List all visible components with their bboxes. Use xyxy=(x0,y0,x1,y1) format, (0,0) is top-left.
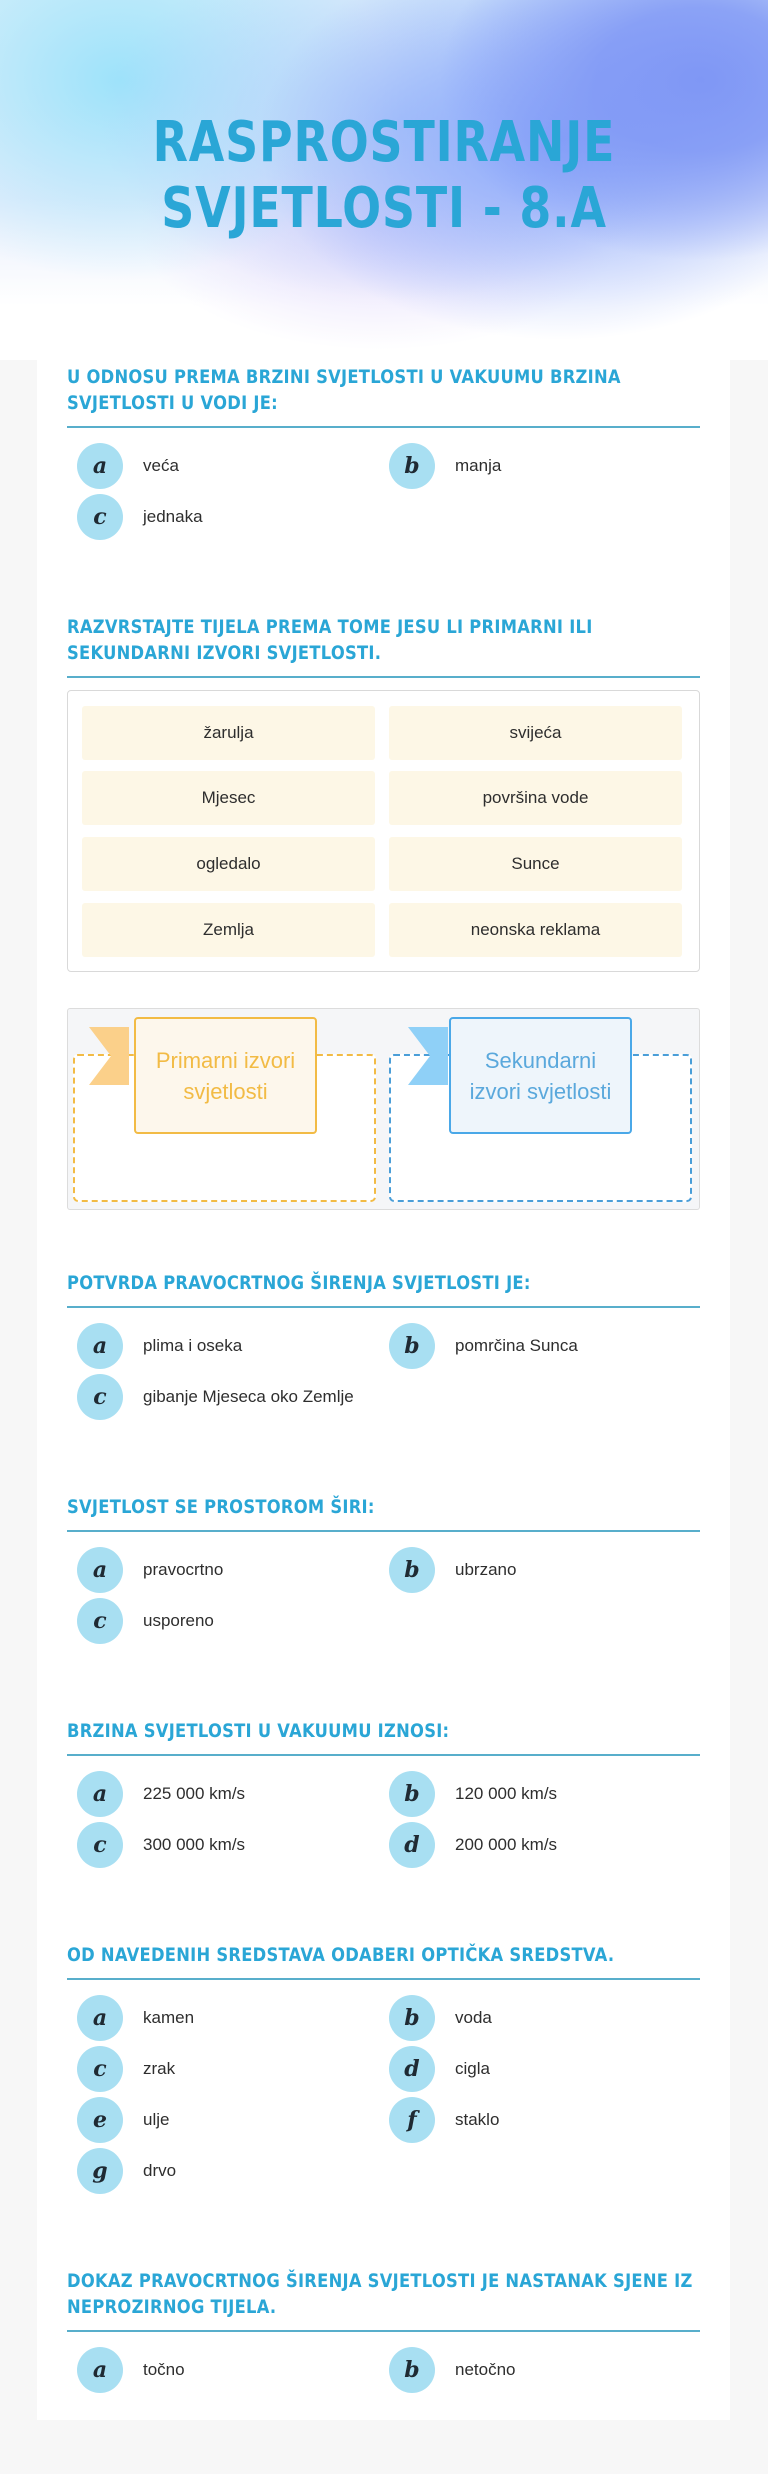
option-label: plima i oseka xyxy=(143,1336,243,1355)
question-title: RAZVRSTAJTE TIJELA PREMA TOME JESU LI PRIMARNI ILI SEKUNDARNI IZVORI SVJETLOSTI. xyxy=(67,616,593,664)
option-a[interactable] xyxy=(67,1770,367,1818)
option-letter-badge: g xyxy=(77,2148,123,2194)
sort-item[interactable]: neonska reklama xyxy=(389,903,682,957)
option-letter-badge: d xyxy=(389,1822,435,1868)
option-c[interactable] xyxy=(67,493,367,541)
option-c[interactable] xyxy=(67,1597,367,1645)
bucket-label-secondary: Sekundarni izvori svjetlosti xyxy=(449,1017,632,1134)
option-label: točno xyxy=(143,2360,185,2379)
option-letter-badge: b xyxy=(389,2347,435,2393)
option-a[interactable] xyxy=(67,2346,367,2394)
option-label: 225 000 km/s xyxy=(143,1784,246,1803)
option-b[interactable] xyxy=(379,442,679,490)
option-label: ulje xyxy=(143,2110,170,2129)
option-letter-badge: a xyxy=(77,1771,123,1817)
bucket-label-primary: Primarni izvori svjetlosti xyxy=(134,1017,317,1134)
option-c[interactable] xyxy=(67,1373,367,1421)
option-a[interactable] xyxy=(67,1546,367,1594)
question-title: SVJETLOST SE PROSTOROM ŠIRI: xyxy=(67,1496,375,1518)
divider xyxy=(67,1978,700,1980)
option-label: 120 000 km/s xyxy=(455,1784,558,1803)
question-7 xyxy=(67,2268,700,2406)
option-c[interactable] xyxy=(67,1821,367,1869)
sortable-items-box xyxy=(67,690,700,972)
question-title: U ODNOSU PREMA BRZINI SVJETLOSTI U VAKUUMU BRZINA SVJETLOSTI U VODI JE: xyxy=(67,366,621,414)
divider xyxy=(67,1754,700,1756)
option-label: usporeno xyxy=(143,1611,214,1630)
option-letter-badge: c xyxy=(77,494,123,540)
option-label: 200 000 km/s xyxy=(455,1835,558,1854)
quiz-card xyxy=(37,360,730,2420)
sort-item[interactable]: površina vode xyxy=(389,771,682,825)
option-label: cigla xyxy=(455,2059,490,2078)
option-b[interactable] xyxy=(379,1546,679,1594)
option-letter-badge: b xyxy=(389,443,435,489)
option-label: pravocrtno xyxy=(143,1560,224,1579)
question-4 xyxy=(67,1494,700,1646)
option-g[interactable] xyxy=(67,2147,367,2195)
option-letter-badge: b xyxy=(389,1771,435,1817)
question-1 xyxy=(67,364,700,542)
option-letter-badge: c xyxy=(77,1374,123,1420)
option-letter-badge: a xyxy=(77,2347,123,2393)
option-letter-badge: a xyxy=(77,1547,123,1593)
question-6 xyxy=(67,1942,700,2204)
option-label: ubrzano xyxy=(455,1560,517,1579)
option-label: zrak xyxy=(143,2059,176,2078)
option-b[interactable] xyxy=(379,1994,679,2042)
divider xyxy=(67,426,700,428)
header-banner xyxy=(0,0,768,360)
option-letter-badge: a xyxy=(77,1323,123,1369)
option-label: netočno xyxy=(455,2360,516,2379)
question-title: DOKAZ PRAVOCRTNOG ŠIRENJA SVJETLOSTI JE NASTANAK SJENE IZ NEPROZIRNOG TIJELA. xyxy=(67,2270,693,2318)
question-title: BRZINA SVJETLOSTI U VAKUUMU IZNOSI: xyxy=(67,1720,450,1742)
divider xyxy=(67,2330,700,2332)
sort-item[interactable]: Sunce xyxy=(389,837,682,891)
option-letter-badge: a xyxy=(77,1995,123,2041)
option-label: 300 000 km/s xyxy=(143,1835,246,1854)
option-label: voda xyxy=(455,2008,492,2027)
question-3 xyxy=(67,1270,700,1422)
option-letter-badge: d xyxy=(389,2046,435,2092)
question-title: POTVRDA PRAVOCRTNOG ŠIRENJA SVJETLOSTI JE: xyxy=(67,1272,531,1294)
option-label: pomrčina Sunca xyxy=(455,1336,578,1355)
option-c[interactable] xyxy=(67,2045,367,2093)
title-line-1: RASPROSTIRANJE xyxy=(152,110,616,175)
option-letter-badge: c xyxy=(77,1822,123,1868)
divider xyxy=(67,676,700,678)
option-label: drvo xyxy=(143,2161,177,2180)
divider xyxy=(67,1530,700,1532)
option-d[interactable] xyxy=(379,2045,679,2093)
option-letter-badge: c xyxy=(77,2046,123,2092)
option-letter-badge: a xyxy=(77,443,123,489)
question-5 xyxy=(67,1718,700,1870)
sort-item[interactable]: ogledalo xyxy=(82,837,375,891)
option-e[interactable] xyxy=(67,2096,367,2144)
option-d[interactable] xyxy=(379,1821,679,1869)
option-letter-badge: b xyxy=(389,1547,435,1593)
sort-item[interactable]: svijeća xyxy=(389,706,682,760)
sorting-drop-area xyxy=(67,1008,700,1210)
option-a[interactable] xyxy=(67,442,367,490)
sort-item[interactable]: Mjesec xyxy=(82,771,375,825)
page-title xyxy=(69,110,699,242)
option-label: veća xyxy=(143,456,179,475)
option-label: staklo xyxy=(455,2110,500,2129)
option-a[interactable] xyxy=(67,1994,367,2042)
option-letter-badge: f xyxy=(389,2097,435,2143)
option-letter-badge: b xyxy=(389,1995,435,2041)
option-label: kamen xyxy=(143,2008,195,2027)
option-b[interactable] xyxy=(379,2346,679,2394)
option-letter-badge: e xyxy=(77,2097,123,2143)
sort-item[interactable]: Zemlja xyxy=(82,903,375,957)
option-letter-badge: c xyxy=(77,1598,123,1644)
option-label: manja xyxy=(455,456,502,475)
option-letter-badge: b xyxy=(389,1323,435,1369)
option-a[interactable] xyxy=(67,1322,367,1370)
question-title: OD NAVEDENIH SREDSTAVA ODABERI OPTIČKA SREDSTVA. xyxy=(67,1944,615,1966)
option-label: jednaka xyxy=(143,507,203,526)
option-label: gibanje Mjeseca oko Zemlje xyxy=(143,1387,354,1406)
title-line-2: SVJETLOSTI - 8.A xyxy=(161,176,607,241)
option-b[interactable] xyxy=(379,1770,679,1818)
divider xyxy=(67,1306,700,1308)
option-f[interactable] xyxy=(379,2096,679,2144)
sort-item[interactable]: žarulja xyxy=(82,706,375,760)
question-2 xyxy=(67,614,700,678)
option-b[interactable] xyxy=(379,1322,679,1370)
